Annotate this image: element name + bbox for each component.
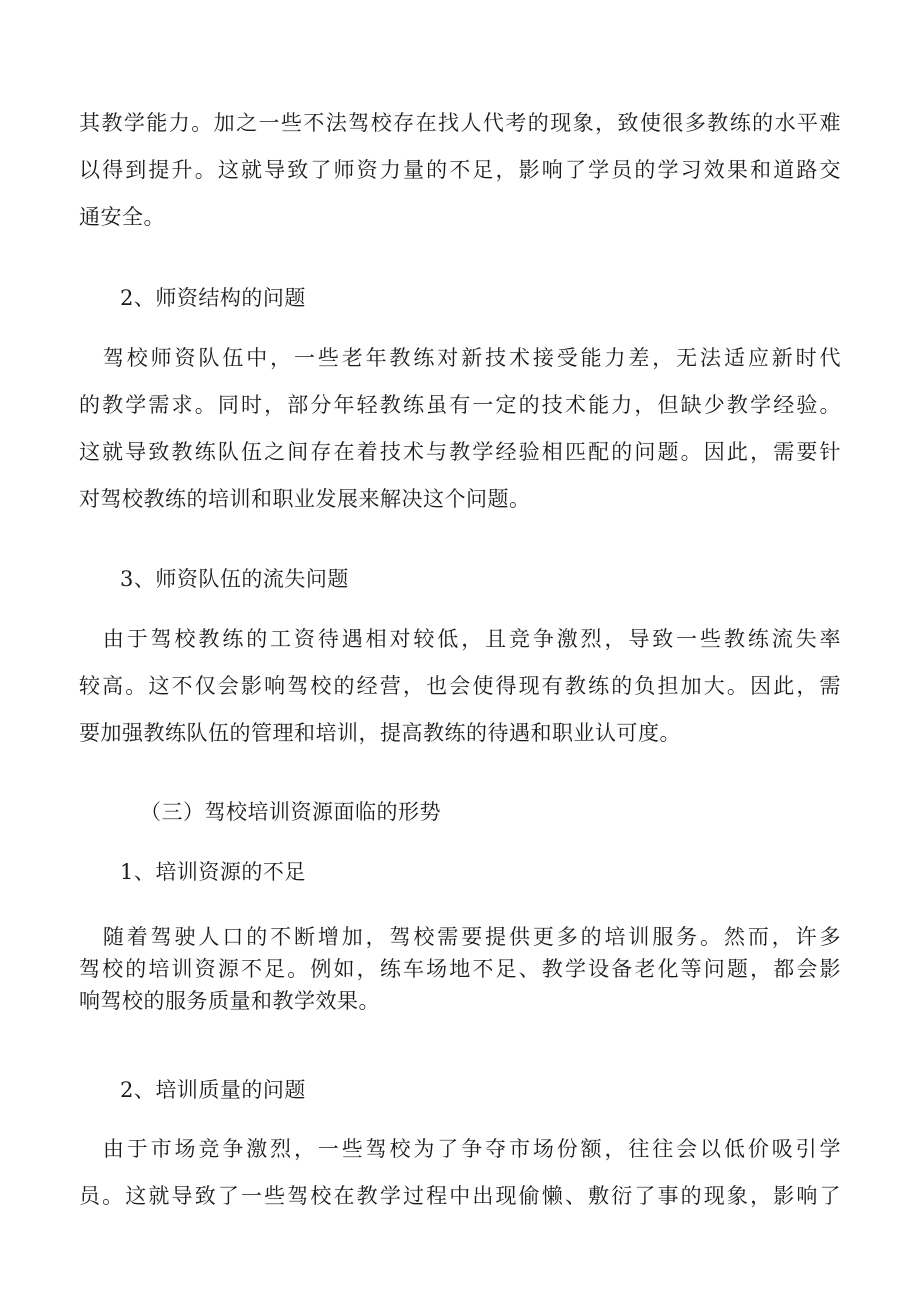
section-heading-training-quality: 2、培训质量的问题 — [120, 1078, 306, 1102]
text-line: 驾校的培训资源不足。例如，练车场地不足、教学设备老化等问题，都会影 — [79, 957, 841, 981]
text-line: 驾校师资队伍中，一些老年教练对新技术接受能力差，无法适应新时代 — [79, 346, 841, 370]
text-line: 这就导致教练队伍之间存在着技术与教学经验相匹配的问题。因此，需要针 — [79, 440, 841, 464]
section-heading-training-resources: （三）驾校培训资源面临的形势 — [140, 800, 441, 824]
text-line: 的教学需求。同时，部分年轻教练虽有一定的技术能力，但缺少教学经验。 — [79, 393, 841, 417]
section-heading-teacher-loss: 3、师资队伍的流失问题 — [120, 567, 349, 591]
paragraph-resource-shortage — [79, 922, 841, 1033]
text-line: 响驾校的服务质量和教学效果。 — [79, 989, 380, 1013]
paragraph-teacher-structure — [79, 343, 841, 531]
text-line: 以得到提升。这就导致了师资力量的不足，影响了学员的学习效果和道路交 — [79, 158, 841, 182]
text-line: 要加强教练队伍的管理和培训，提高教练的待遇和职业认可度。 — [79, 721, 681, 745]
section-heading-teacher-structure: 2、师资结构的问题 — [120, 286, 306, 310]
paragraph-training-quality — [79, 1134, 841, 1228]
text-line: 员。这就导致了一些驾校在教学过程中出现偷懒、敷衍了事的现象，影响了 — [79, 1184, 841, 1208]
text-line: 随着驾驶人口的不断增加，驾校需要提供更多的培训服务。然而，许多 — [79, 925, 841, 949]
paragraph-teacher-loss — [79, 624, 841, 765]
text-line: 由于市场竞争激烈，一些驾校为了争夺市场份额，往往会以低价吸引学 — [79, 1137, 841, 1161]
text-line: 较高。这不仅会影响驾校的经营，也会使得现有教练的负担加大。因此，需 — [79, 674, 841, 698]
text-line: 其教学能力。加之一些不法驾校存在找人代考的现象，致使很多教练的水平难 — [79, 111, 841, 135]
text-line: 由于驾校教练的工资待遇相对较低，且竞争激烈，导致一些教练流失率 — [79, 627, 841, 651]
text-line: 对驾校教练的培训和职业发展来解决这个问题。 — [79, 487, 531, 511]
text-line: 通安全。 — [79, 205, 165, 229]
paragraph-teaching-ability — [79, 108, 841, 249]
section-heading-resource-shortage: 1、培训资源的不足 — [120, 860, 306, 884]
